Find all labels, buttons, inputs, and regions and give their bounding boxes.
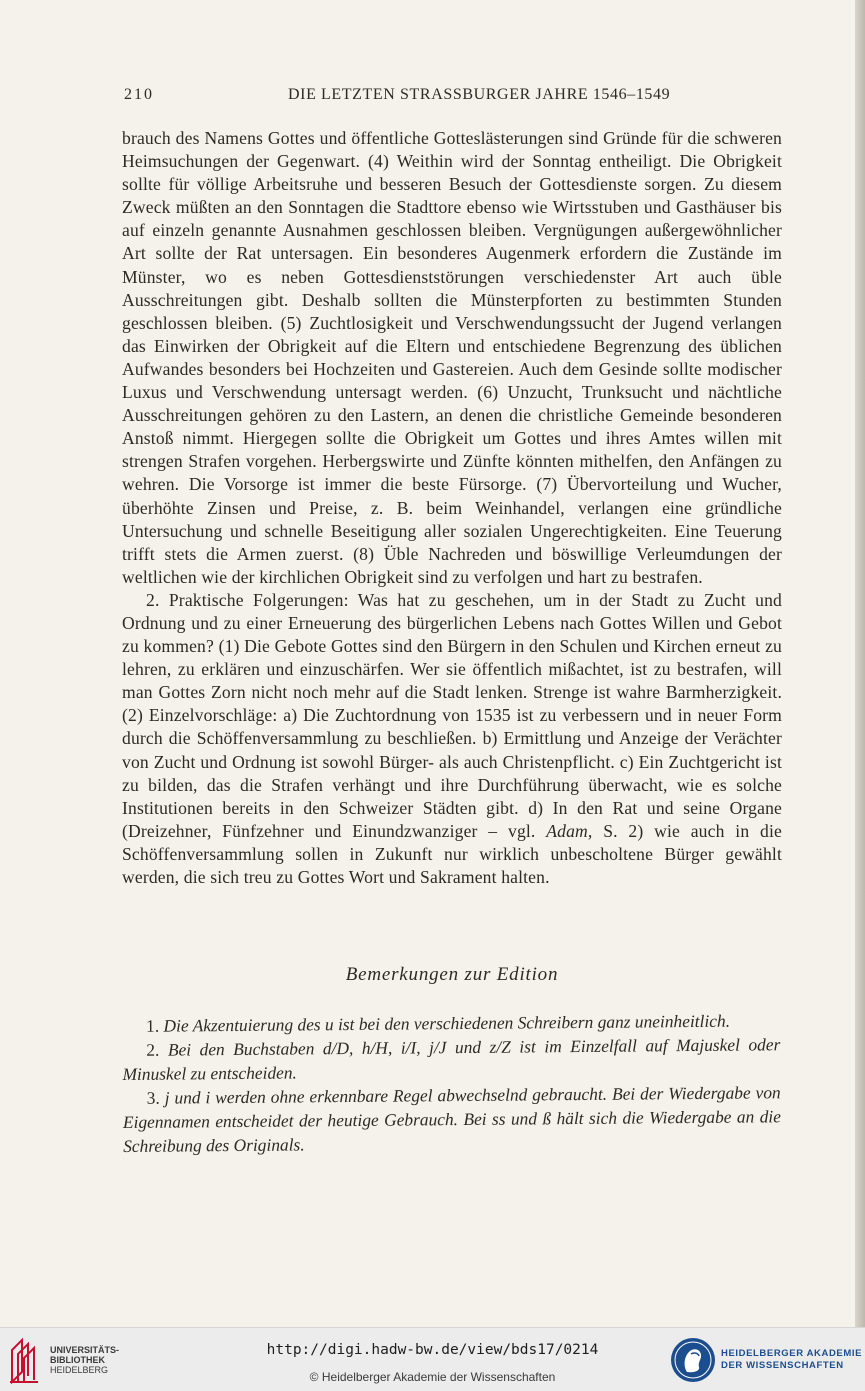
edition-notes <box>122 1008 781 1158</box>
running-header <box>122 86 782 110</box>
note-number: 1. <box>146 1015 160 1036</box>
academy-seal-icon[interactable] <box>669 1336 717 1384</box>
edition-note <box>122 1032 780 1086</box>
paragraph-2-start: 2. Praktische Folgerungen: Was hat zu geschehen, um in der Stadt zu Zucht und Ordnung und zu einer Erneuerung des bürgerlichen Lebens nach Gottes Willen und Gebot zu kommen? (1) Die Gebote Gottes sind den Bürgern in den Schulen und Kirchen erneut zu lehren, zu erklären und einzuschärfen. Wer sie öffentlich mißachtet, ist zu bestrafen, will man Gottes Zorn nicht noch mehr auf die Stadt lenken. Strenge ist wahre Barmherzigkeit. (2) Einzelvorschläge: a) Die Zuchtordnung von 1535 ist zu verbessern und in neuer Form durch die Schöffenversammlung zu beschließen. b) Ermittlung und Anzeige der Verächter von Zucht und Ordnung ist sowohl Bürger- als auch Christenpflicht. c) Ein Zuchtgericht ist zu bilden, das die Strafen verhängt und ihre Durchführung überwacht, wie es solche Institutionen bereits in den Schweizer Städten gibt. d) In den Rat und seine Organe (Dreizehner, Fünfzehner und Einundzwanziger – vgl. <box>122 589 782 841</box>
note-number: 3. <box>146 1087 160 1108</box>
note-text: Bei den Buchstaben d/D, h/H, i/I, j/J und z/Z ist im Einzelfall auf Majuskel oder Minuskel zu entscheiden. <box>122 1034 781 1084</box>
note-text: j und i werden ohne erkennbare Regel abwechselnd gebraucht. Bei der Wiedergabe von Eigennamen entscheidet der heutige Gebrauch. Bei ss und ß hält sich die Wiedergabe an die Schreibung des Originals. <box>122 1082 782 1156</box>
note-number: 2. <box>146 1039 160 1060</box>
edition-note <box>123 1080 782 1158</box>
page-number: 210 <box>124 86 154 103</box>
academy-line-1: HEIDELBERGER AKADEMIE <box>721 1348 863 1359</box>
body-text <box>122 127 782 889</box>
paragraph-2-end: S. 2) wie auch in die Schöffenversammlung sollen in Zukunft nur wirklich unbescholtene Bürger gewählt werden, die sich treu zu Gottes Wort und Sakrament halten. <box>122 820 782 887</box>
author-reference: Adam, <box>546 820 593 841</box>
academy-line-2: DER WISSENSCHAFTEN <box>721 1360 844 1371</box>
library-line-3: HEIDELBERG <box>50 1365 109 1375</box>
paragraph-2 <box>122 589 782 889</box>
copyright-notice: © Heidelberger Akademie der Wissenschaften <box>309 1370 556 1384</box>
permalink-url[interactable]: http://digi.hadw-bw.de/view/bds17/0214 <box>266 1342 599 1358</box>
page-edge-shadow <box>855 0 865 1327</box>
note-text: Die Akzentuierung des u ist bei den verschiedenen Schreibern ganz uneinheitlich. <box>163 1010 731 1036</box>
paragraph-1: brauch des Namens Gottes und öffentliche Gotteslästerungen sind Gründe für die schweren Heimsuchungen der Gegenwart. (4) Weithin wird der Sonntag entheiligt. Die Obrigkeit sollte für völlige Arbeitsruhe und besseren Besuch der Gottesdienste sorgen. Zu diesem Zweck müßten an den Sonntagen die Stadttore ebenso wie Wirtsstuben und Gasthäuser bis auf einzeln genannte Ausnahmen geschlossen bleiben. Vergnügungen außergewöhnlicher Art sollte der Rat untersagen. Ein besonderes Augenmerk erfordern die Zustände im Münster, wo es neben Gottesdienststörungen verschiedenster Art auch üble Ausschreitungen gibt. Deshalb sollten die Münsterpforten zu bestimmten Stunden geschlossen bleiben. (5) Zuchtlosigkeit und Verschwendungssucht der Jugend verlangen das Einwirken der Obrigkeit auf die Eltern und entschiedene Begrenzung des üblichen Aufwandes besonders bei Hochzeiten und Gastereien. Auch dem Gesinde sollte modischer Luxus und Verschwendung untersagt werden. (6) Unzucht, Trunksucht und nächtliche Ausschreitungen gehören zu den Lastern, an denen die christliche Gemeinde besonderen Anstoß nimmt. Hiergegen sollte die Obrigkeit um Gottes und ihres Amtes willen mit strengen Strafen vorgehen. Herbergswirte und Zünfte könnten mithelfen, den Anfängen zu wehren. Die Vorsorge ist immer die beste Fürsorge. (7) Übervorteilung und Wucher, überhöhte Zinsen und Preise, z. B. beim Weinhandel, verlangen eine gründliche Untersuchung und schnelle Beseitigung aller sozialen Ungerechtigkeiten. Eine Teuerung trifft stets die Armen zuerst. (8) Üble Nachreden und böswillige Verleumdungen der weltlichen wie der kirchlichen Obrigkeit sind zu verfolgen und hart zu bestrafen. <box>122 128 782 587</box>
digitization-footer <box>0 1327 865 1391</box>
edition-heading: Bemerkungen zur Edition <box>345 964 559 985</box>
running-title: DIE LETZTEN STRASSBURGER JAHRE 1546–1549 <box>288 86 671 103</box>
library-line-2: BIBLIOTHEK <box>50 1355 105 1365</box>
library-line-1: UNIVERSITÄTS- <box>50 1345 120 1355</box>
academy-name <box>721 1348 862 1372</box>
